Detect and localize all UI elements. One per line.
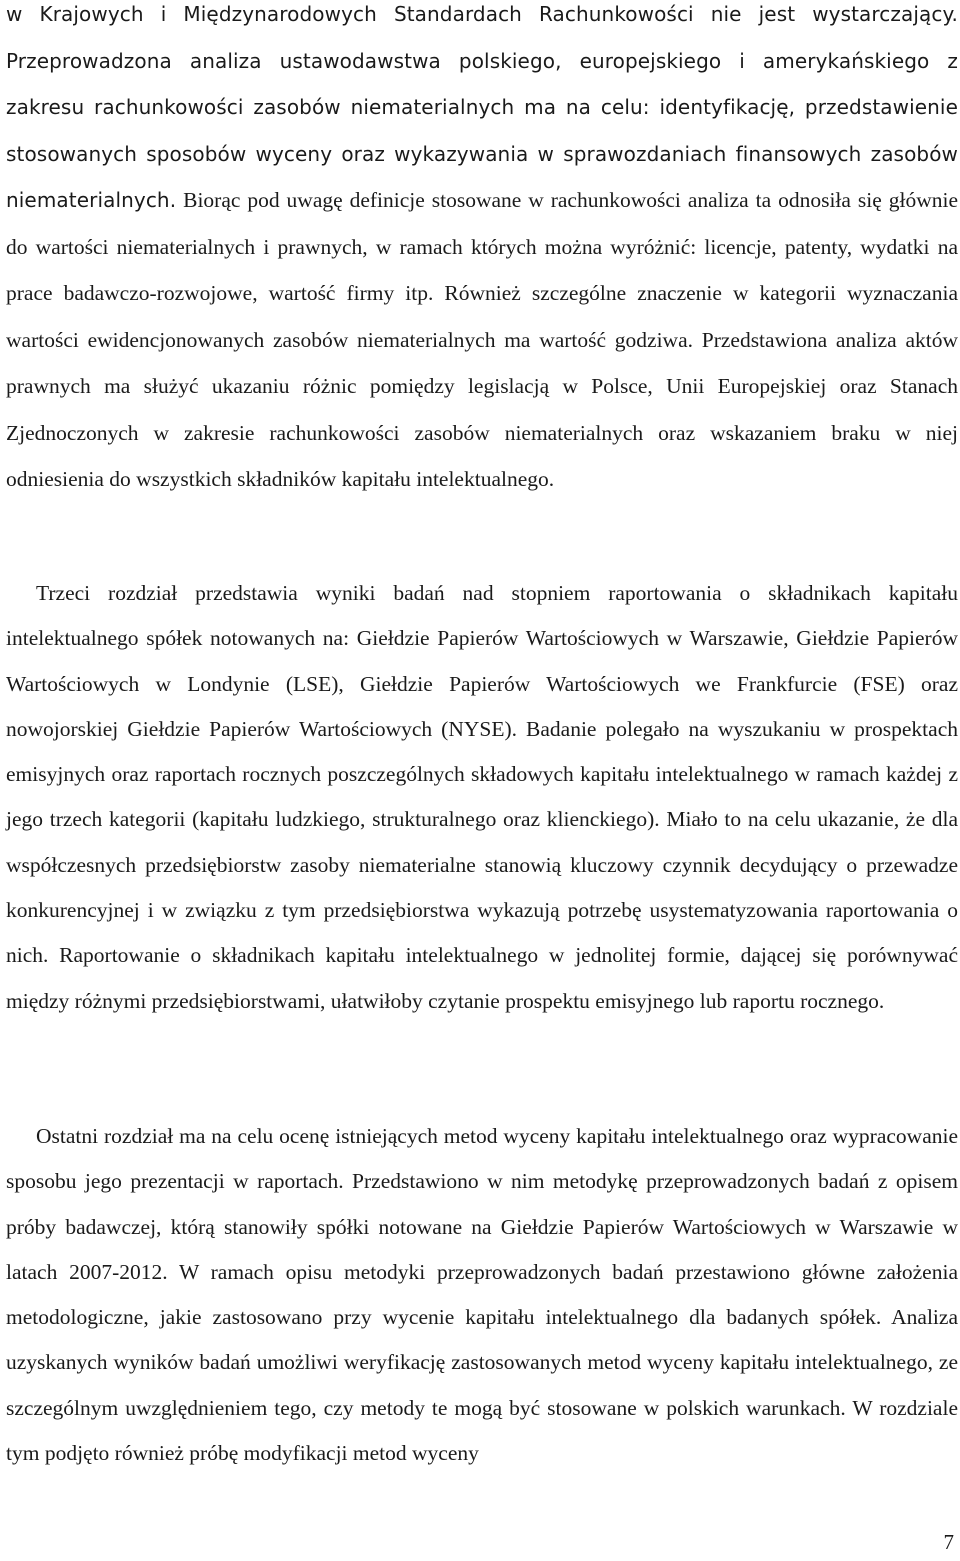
paragraph-1 <box>6 0 958 503</box>
paragraph-1-serif-text: Biorąc pod uwagę definicje stosowane w rachunkowości analiza ta odnosiła się głównie do wartości niematerialnych i prawnych, w ramach których można wyróżnić: licencje, patenty, wydatki na prace badawczo-rozwojowe, wartość firmy itp. Również szczególne znaczenie w kategorii wyznaczania wartości ewidencjonowanych zasobów niematerialnych ma wartość godziwa. Przedstawiona analiza aktów prawnych ma służyć ukazaniu różnic pomiędzy legislacją w Polsce, Unii Europejskiej oraz Stanach Zjednoczonych w zakresie rachunkowości zasobów niematerialnych oraz wskazaniem braku w niej odniesienia do wszystkich składników kapitału intelektualnego. <box>6 188 958 491</box>
paragraph-3: Ostatni rozdział ma na celu ocenę istniejących metod wyceny kapitału intelektualnego oraz wypracowanie sposobu jego prezentacji w raportach. Przedstawiono w nim metodykę przeprowadzonych badań z opisem próby badawczej, którą stanowiły spółki notowane na Giełdzie Papierów Wartościowych w Warszawie w latach 2007-2012. W ramach opisu metodyki przeprowadzonych badań przestawiono główne założenia metodologiczne, jakie zastosowano przy wycenie kapitału intelektualnego dla badanych spółek. Analiza uzyskanych wyników badań umożliwi weryfikację zastosowanych metod wyceny kapitału intelektualnego, ze szczególnym uwzględnieniem tego, czy metody te mogą być stosowane w polskich warunkach. W rozdziale tym podjęto również próbę modyfikacji metod wyceny <box>6 1124 958 1466</box>
paragraph-1-sans-text: w Krajowych i Międzynarodowych Standardach Rachunkowości nie jest wystarczający. Przeprowadzona analiza ustawodawstwa polskiego, europejskiego i amerykańskiego z zakresu rachunkowości zasobów niematerialnych ma na celu: identyfikację, przedstawienie stosowanych sposobów wyceny oraz wykazywania w sprawozdaniach finansowych zasobów niematerialnych. <box>6 2 958 212</box>
page-number: 7 <box>943 1530 954 1554</box>
paragraph-2: Trzeci rozdział przedstawia wyniki badań nad stopniem raportowania o składnikach kapitału intelektualnego spółek notowanych na: Giełdzie Papierów Wartościowych w Warszawie, Giełdzie Papierów Wartościowych w Londynie (LSE), Giełdzie Papierów Wartościowych we Frankfurcie (FSE) oraz nowojorskiej Giełdzie Papierów Wartościowych (NYSE). Badanie polegało na wyszukaniu w prospektach emisyjnych oraz raportach rocznych poszczególnych składowych kapitału intelektualnego w ramach każdej z jego trzech kategorii (kapitału ludzkiego, strukturalnego oraz klienckiego). Miało to na celu ukazanie, że dla współczesnych przedsiębiorstw zasoby niematerialne stanowią kluczowy czynnik decydujący o przewadze konkurencyjnej i w związku z tym przedsiębiorstwa wykazują potrzebę usystematyzowania raportowania o nich. Raportowanie o składnikach kapitału intelektualnego w jednolitej formie, dającej się porównywać między różnymi przedsiębiorstwami, ułatwiłoby czytanie prospektu emisyjnego lub raportu rocznego. <box>6 581 958 1013</box>
